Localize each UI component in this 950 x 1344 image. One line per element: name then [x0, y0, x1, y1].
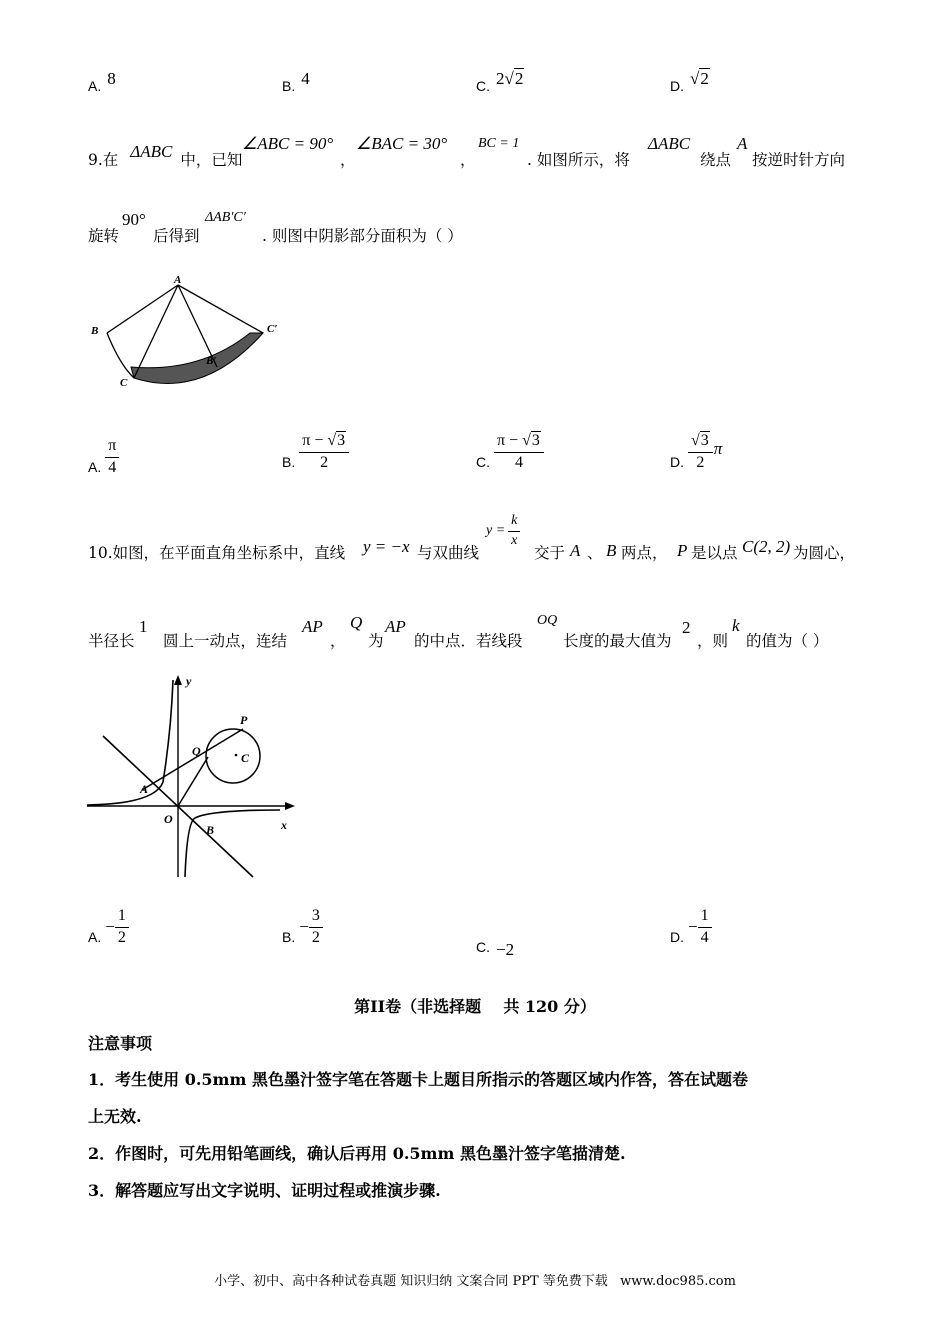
numerator-pi: π −: [302, 432, 328, 449]
circle-c: [206, 729, 260, 783]
radicand: 3: [700, 432, 709, 449]
text: 的值为（ ）: [746, 632, 829, 650]
minus-sign: −: [105, 917, 115, 937]
label-c: C: [120, 377, 128, 389]
math: 90°: [122, 210, 146, 229]
math: A: [570, 541, 581, 560]
q9-option-a: [88, 438, 119, 477]
math: ΔABC: [130, 142, 173, 161]
q8-option-c: [476, 69, 524, 94]
label-o: O: [164, 812, 173, 826]
math: P: [677, 541, 688, 560]
q10-figure: [85, 672, 300, 882]
denominator: 4: [700, 928, 709, 946]
denominator: 2: [117, 928, 126, 946]
text: 绕点: [700, 151, 732, 169]
denominator: 4: [514, 453, 523, 471]
notice-item-1-cont: 上无效.: [88, 1107, 142, 1126]
numerator: π − √3: [494, 433, 544, 453]
option-label: D.: [670, 929, 684, 946]
lhs: y =: [486, 523, 506, 539]
label-p: P: [240, 713, 248, 727]
text: 为: [368, 632, 384, 650]
text: 为圆心，: [793, 544, 856, 562]
x-axis-arrow: [285, 802, 295, 810]
text: 圆上一动点，连结: [163, 632, 288, 650]
radicand: 2: [700, 69, 709, 88]
numerator: 1: [115, 908, 129, 928]
label-y: y: [186, 674, 192, 688]
option-label: C.: [476, 454, 490, 471]
seg-ac1: [178, 285, 263, 333]
center-dot: [235, 754, 238, 757]
text: 两点，: [621, 544, 668, 562]
denominator: 2: [320, 453, 329, 471]
pi: π: [713, 439, 723, 459]
numerator: 1: [698, 908, 712, 928]
text: 是以点: [691, 544, 738, 562]
text: 旋转: [88, 227, 120, 245]
q10-option-b: [282, 908, 323, 947]
option-label: D.: [670, 78, 684, 94]
text: ，: [340, 151, 356, 169]
fraction: [494, 433, 544, 472]
text: 10.如图，在平面直角坐标系中，直线: [88, 544, 346, 562]
shaded-region: [131, 333, 263, 383]
math: A: [737, 134, 748, 153]
label-b: B: [91, 325, 99, 337]
text: 半径长: [88, 632, 135, 650]
q9-option-d: [670, 433, 722, 472]
text: 后得到: [153, 227, 200, 245]
q9-figure: [85, 270, 278, 395]
label-b1: B′: [206, 355, 217, 367]
option-label: B.: [282, 78, 296, 94]
y-axis-arrow: [174, 675, 182, 685]
fraction: [508, 514, 520, 548]
text: ，: [460, 151, 476, 169]
math: OQ: [537, 613, 558, 628]
text: 9.在: [88, 151, 119, 169]
math: ΔAB′C′: [205, 210, 246, 225]
text: 与双曲线: [417, 544, 480, 562]
text: 中，已知: [180, 151, 243, 169]
label-b: B: [206, 823, 215, 837]
label-c1: C′: [267, 323, 278, 335]
fraction: [688, 433, 713, 472]
option-value: −2: [496, 940, 515, 959]
seg-ap: [142, 729, 243, 790]
fraction: [105, 438, 119, 477]
arc-bc: [107, 333, 134, 378]
option-value: √2: [690, 69, 709, 88]
q9-option-c: [476, 433, 544, 472]
text: 按逆时针方向: [752, 151, 846, 169]
text: ，则: [697, 632, 729, 650]
numerator: π − √3: [299, 433, 349, 453]
notice-item-3: 3．解答题应写出文字说明、证明过程或推演步骤.: [88, 1181, 441, 1200]
footer-text: 小学、初中、高中各种试卷真题 知识归纳 文案合同 PPT 等免费下载 www.doc985.com: [214, 1274, 736, 1289]
math-angle-bac: ∠BAC = 30°: [356, 134, 448, 153]
math: AP: [385, 617, 406, 636]
math: 2: [682, 618, 691, 637]
math: AP: [302, 617, 323, 636]
math: 1: [139, 617, 148, 636]
option-label: C.: [476, 939, 490, 955]
option-label: C.: [476, 78, 490, 94]
label-x: x: [281, 818, 287, 832]
numerator: 3: [309, 908, 323, 928]
numerator: k: [508, 514, 520, 532]
hyperbola-branch-right: [185, 810, 280, 877]
numerator: √3: [688, 433, 713, 453]
option-label: A.: [88, 78, 102, 94]
radicand: 2: [514, 69, 524, 88]
denominator: 2: [696, 453, 705, 471]
seg-ac: [134, 285, 178, 378]
label-a: A: [174, 274, 182, 286]
minus-sign: −: [299, 917, 309, 937]
radicand: 3: [337, 432, 346, 449]
notice-item-2: 2．作图时，可先用铅笔画线，确认后再用 0.5mm 黑色墨汁签字笔描清楚.: [88, 1144, 626, 1163]
notice-item-1: 1．考生使用 0.5mm 黑色墨汁签字笔在答题卡上题目所指示的答题区域内作答，答在试题卷: [88, 1070, 748, 1089]
q8-option-a: [88, 69, 116, 94]
q8-option-d: [670, 69, 710, 94]
numerator-pi: π −: [497, 432, 523, 449]
text: . 则图中阴影部分面积为（ ）: [262, 227, 463, 245]
option-label: A.: [88, 459, 102, 476]
math-angle-abc: ∠ABC = 90°: [242, 134, 334, 153]
option-value: 4: [301, 69, 310, 88]
fraction: [698, 908, 712, 947]
fraction: [115, 908, 129, 947]
math-hyperbola: [486, 514, 520, 548]
text: ，: [330, 632, 346, 650]
math-center: C(2, 2): [742, 537, 791, 556]
section-title: 第II卷（非选择题 共 120 分）: [354, 997, 596, 1016]
q10-option-a: [88, 908, 129, 947]
math-bc: BC = 1: [478, 136, 520, 151]
denominator: x: [511, 532, 518, 548]
text: . 如图所示，将: [527, 151, 630, 169]
option-value: 2√2: [496, 69, 524, 88]
coef: 2: [496, 69, 505, 88]
math: k: [732, 616, 740, 635]
math: Q: [350, 613, 363, 632]
radicand: 3: [531, 432, 540, 449]
label-c: C: [241, 751, 250, 765]
seg-oq: [178, 757, 208, 806]
numerator: π: [105, 438, 119, 458]
label-q: Q: [192, 744, 201, 758]
denominator: 4: [108, 458, 117, 476]
option-label: D.: [670, 454, 684, 471]
minus-sign: −: [688, 917, 698, 937]
text: 长度的最大值为: [563, 632, 672, 650]
math: ΔABC: [648, 134, 691, 153]
notice-heading: 注意事项: [88, 1034, 153, 1053]
hyperbola-branch-left: [87, 680, 173, 805]
option-label: A.: [88, 929, 102, 946]
q9-line-1: [88, 142, 243, 170]
text: 交于: [534, 544, 566, 562]
math: B: [606, 541, 617, 560]
q9-option-b: [282, 433, 349, 472]
text: 、: [587, 544, 603, 562]
q10-option-d: [670, 908, 712, 947]
option-label: B.: [282, 454, 296, 471]
math-line: y = −x: [363, 537, 410, 556]
fraction: [299, 433, 349, 472]
q10-option-c: [476, 934, 514, 960]
option-value: 8: [107, 69, 116, 88]
option-label: B.: [282, 929, 296, 946]
denominator: 2: [311, 928, 320, 946]
q8-option-b: [282, 69, 310, 94]
text: 的中点．若线段: [414, 632, 523, 650]
fraction: [309, 908, 323, 947]
label-a: A: [140, 782, 149, 796]
